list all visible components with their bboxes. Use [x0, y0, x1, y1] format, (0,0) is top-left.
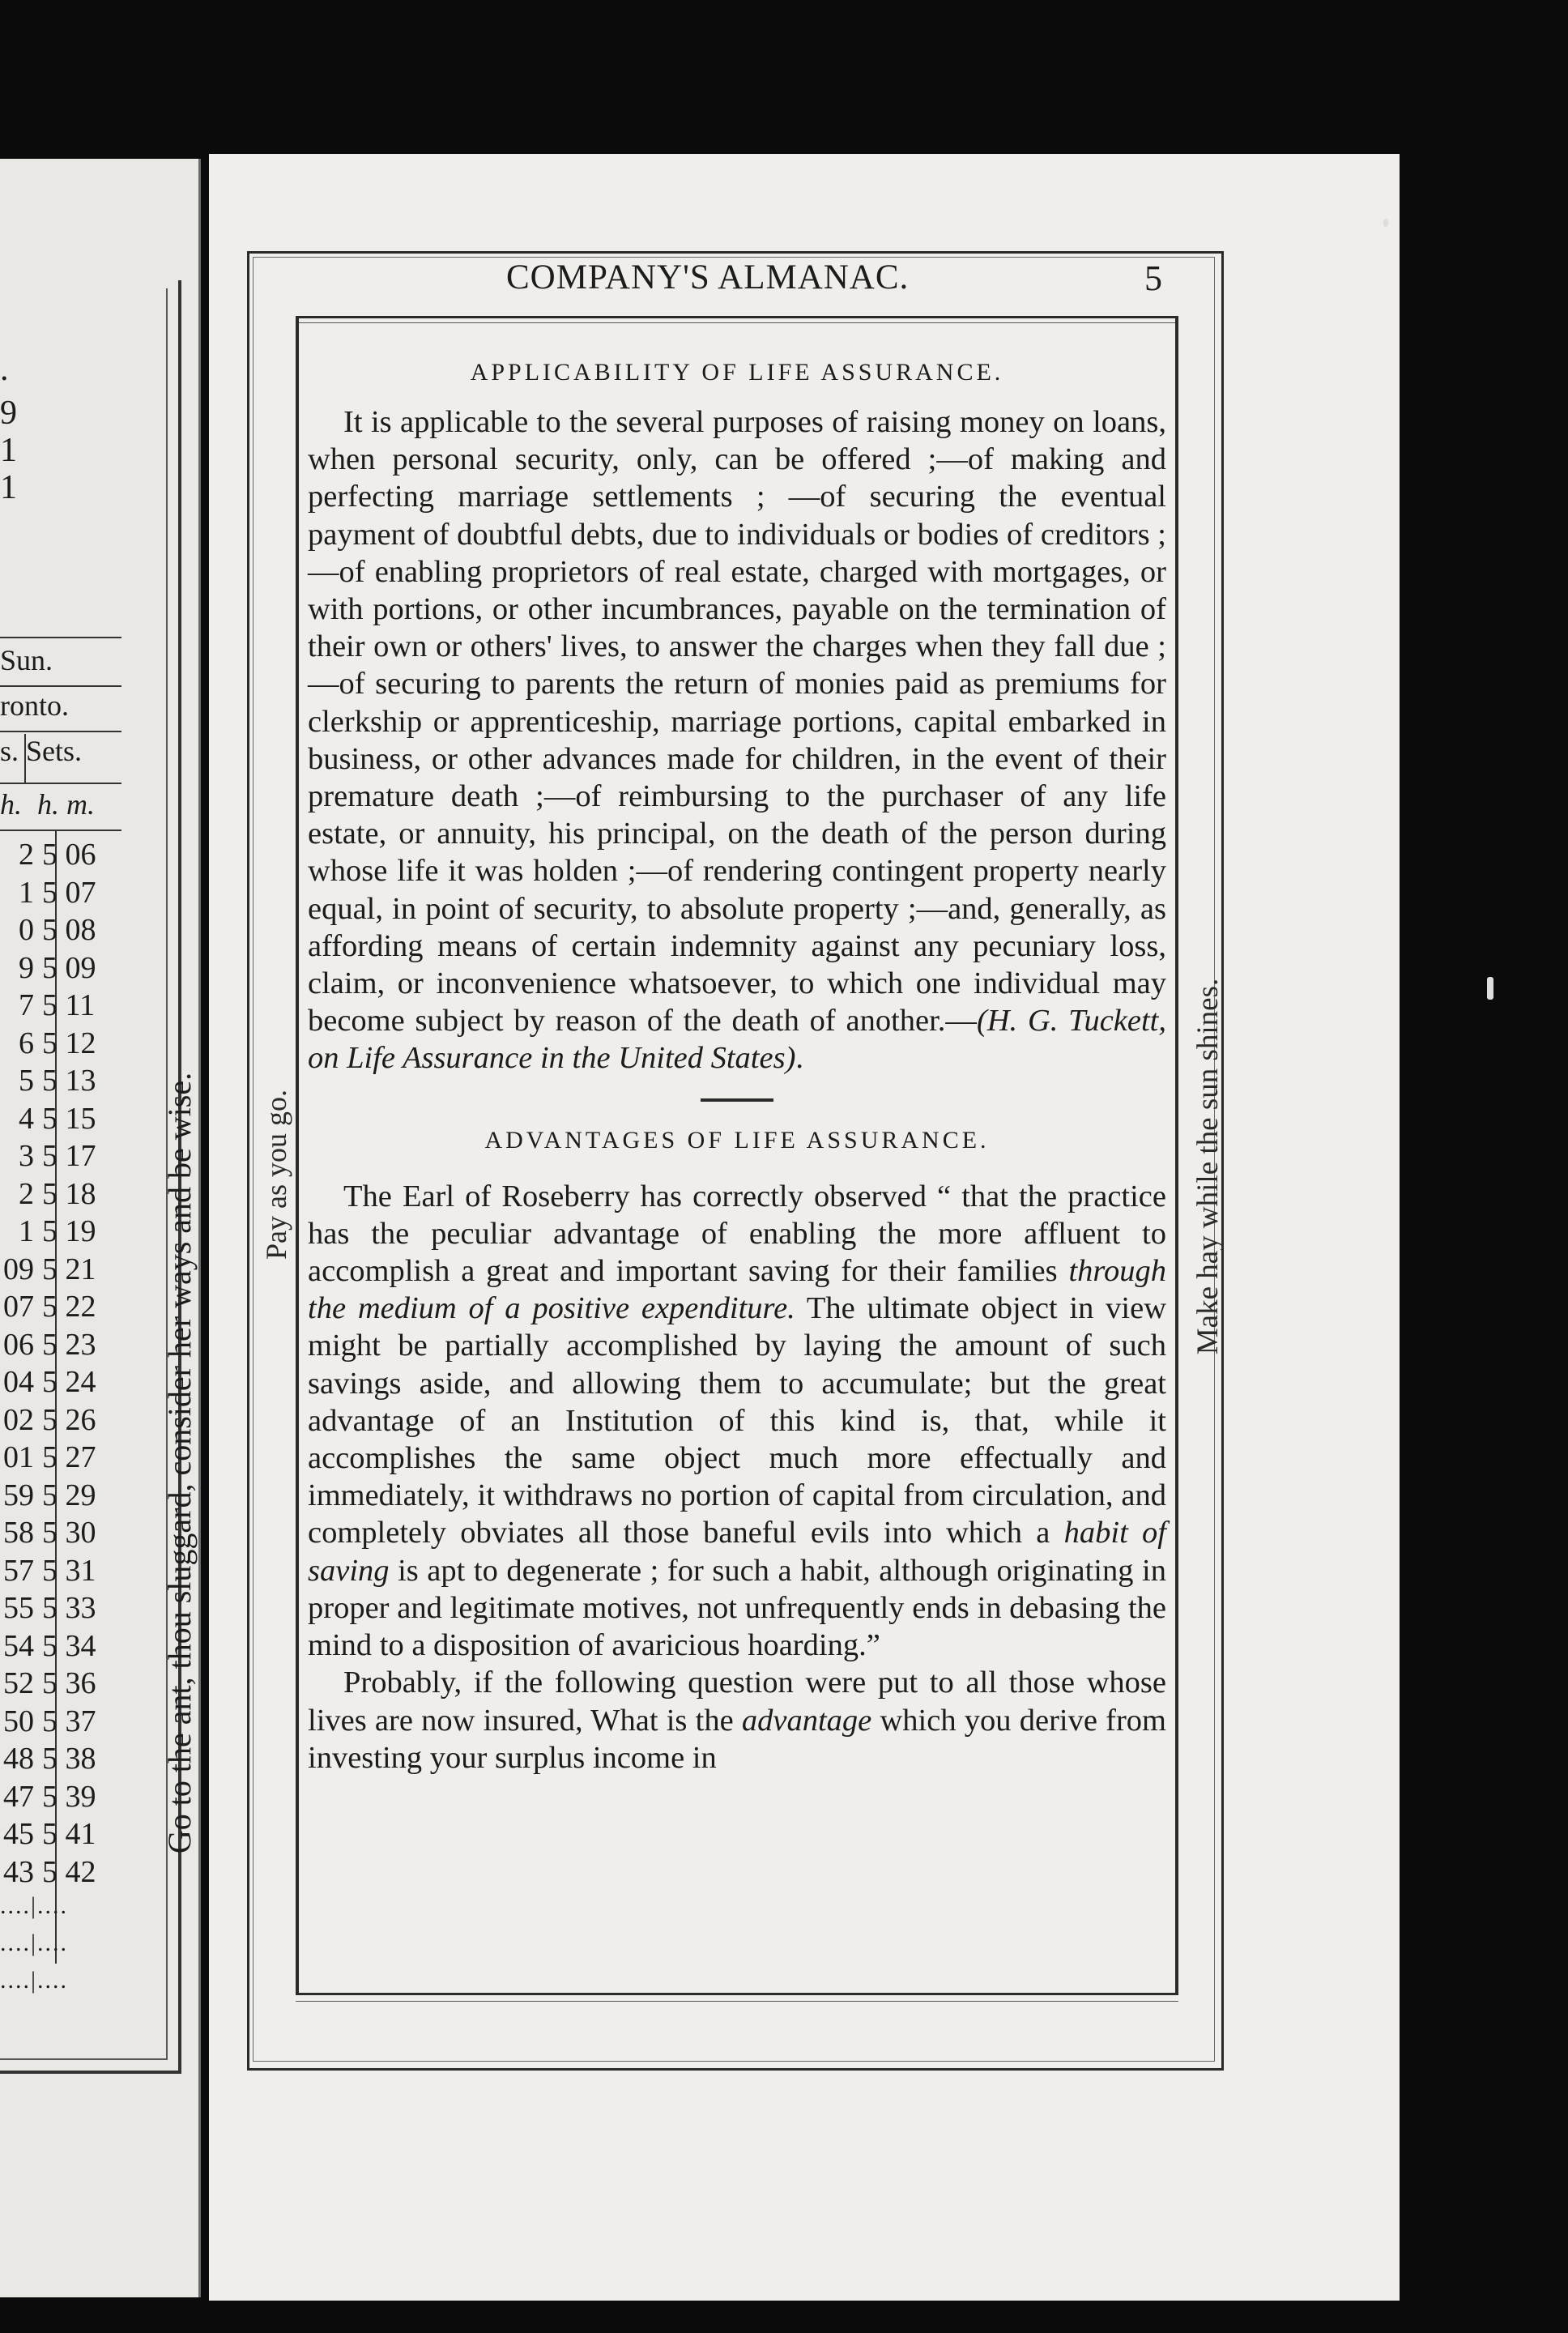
- left-margin-proverb: Go to the ant, thou sluggard, consider her ways and be wise.: [161, 1072, 198, 1854]
- left-table-cell-set: 5 21: [42, 1252, 96, 1286]
- left-table-row: [0, 1363, 121, 1401]
- left-header-sun: Sun.: [0, 644, 53, 676]
- running-header: [247, 258, 1219, 314]
- left-table-cell-rise: 43: [3, 1854, 34, 1889]
- left-table-cell-rise: 47: [3, 1779, 34, 1814]
- dust-speck: [1487, 977, 1493, 1000]
- left-col-heads: [0, 787, 121, 821]
- left-table-cell-set: 5 23: [42, 1327, 96, 1362]
- left-table-row: [0, 1514, 121, 1552]
- left-table-row: [0, 1326, 121, 1364]
- left-table-row: [0, 1552, 121, 1590]
- left-table-row: [0, 1477, 121, 1515]
- left-table-cell-rise: 01: [3, 1440, 34, 1474]
- left-rule: [0, 731, 121, 732]
- applicability-end: .: [795, 1041, 804, 1076]
- applicability-citation: (H. G. Tuckett, on Life Assurance in the United States): [308, 1004, 1166, 1076]
- left-table-cell-rise: 5: [19, 1064, 34, 1098]
- left-margin-motto: Pay as you go.: [260, 1090, 292, 1260]
- applicability-paragraph: [308, 403, 1166, 1077]
- left-table-row: [0, 949, 121, 987]
- left-table-row: [0, 1251, 121, 1289]
- left-table-row: [0, 1137, 121, 1175]
- left-table-cell-set: 5 07: [42, 875, 96, 910]
- left-table-cell-rise: 09: [3, 1252, 34, 1286]
- left-table-cell-set: 5 24: [42, 1365, 96, 1399]
- left-table-row: [0, 1288, 121, 1326]
- dust-speck: [1383, 219, 1388, 227]
- left-table-row: [0, 1740, 121, 1778]
- left-table-cell-rise: 1: [19, 1214, 34, 1248]
- advantages-emphasis-1: through the medium of a positive expenditure.: [308, 1254, 1166, 1326]
- left-table-row: [0, 1778, 121, 1816]
- left-table-cell-rise: 48: [3, 1742, 34, 1776]
- left-table-cell-set: 5 33: [42, 1591, 96, 1625]
- left-top-line: 1: [0, 469, 17, 506]
- advantages-p2-emphasis: advantage: [741, 1703, 872, 1738]
- left-table-cell-rise: 45: [3, 1817, 34, 1851]
- advantages-text-c: is apt to degenerate ; for such a habit, although originating in proper and legitimate motives, not unfrequently ends in debasing the mind to a disposition of avaricious hoarding.”: [308, 1553, 1166, 1663]
- left-header-toronto: ronto.: [0, 689, 69, 722]
- left-table-row: [0, 1401, 121, 1439]
- left-rule: [0, 637, 121, 638]
- left-table-row: [0, 1703, 121, 1741]
- left-table-cell-set: 5 42: [42, 1854, 96, 1889]
- left-table-cell-rise: 07: [3, 1290, 34, 1324]
- left-table-cell-rise: 0: [19, 913, 34, 947]
- advantages-text-b: The ultimate object in view might be partially accomplished by laying the amount of such savings aside, and allowing them to accumulate; but the great advantage of an Institution of this kind is, that, while it accomplishes the same object much more effectually and immediately, it withdraws no portion of capital from circulation, and completely obviates all those baneful evils into which a: [308, 1291, 1166, 1550]
- left-table-cell-rise: 54: [3, 1628, 34, 1663]
- advantages-text-a: The Earl of Roseberry has correctly observed “ that the practice has the peculiar advantage of enabling the more affluent to accomplish a great and important saving for their families: [308, 1179, 1166, 1289]
- left-table-row: [0, 1025, 121, 1063]
- left-table-row: [0, 1627, 121, 1666]
- left-table-cell-rise: 06: [3, 1327, 34, 1362]
- left-table-cell-set: 5 15: [42, 1101, 96, 1136]
- left-table-cell-rise: 1: [19, 875, 34, 910]
- right-margin-motto: Make hay while the sun shines.: [1191, 978, 1225, 1355]
- article-body: [308, 356, 1166, 1776]
- left-table-cell-set: 5 13: [42, 1064, 96, 1098]
- running-header-title: COMPANY'S ALMANAC.: [506, 258, 910, 296]
- left-table-cell-rise: 52: [3, 1666, 34, 1700]
- page-number: 5: [1144, 258, 1162, 298]
- left-table-row: [0, 1589, 121, 1627]
- left-dots-row: ....|....: [0, 1967, 69, 1994]
- left-table-cell-set: 5 36: [42, 1666, 96, 1700]
- left-table-cell-set: 5 12: [42, 1026, 96, 1060]
- left-table-cell-rise: 50: [3, 1704, 34, 1738]
- left-table-row: [0, 1665, 121, 1703]
- left-table-cell-set: 5 31: [42, 1553, 96, 1588]
- left-table-row: [0, 1100, 121, 1138]
- left-col-divider: [24, 734, 26, 783]
- advantages-paragraph-1: [308, 1178, 1166, 1665]
- left-table-cell-set: 5 19: [42, 1214, 96, 1248]
- advantages-p2-text-a: Probably, if the following question were put to all those whose lives are now insured, What is the: [308, 1666, 1166, 1738]
- left-dots-row: ....|....: [0, 1930, 69, 1956]
- section-divider: [701, 1098, 773, 1102]
- left-table-cell-rise: 55: [3, 1591, 34, 1625]
- left-rule: [0, 685, 121, 687]
- advantages-paragraph-2: [308, 1664, 1166, 1776]
- left-table-cell-set: 5 29: [42, 1478, 96, 1512]
- advantages-emphasis-2: habit of saving: [308, 1516, 1167, 1588]
- left-table-cell-rise: 57: [3, 1553, 34, 1588]
- left-table-cell-set: 5 27: [42, 1440, 96, 1474]
- left-top-line: 1: [0, 432, 17, 469]
- left-table-cell-set: 5 38: [42, 1742, 96, 1776]
- left-table-row: [0, 836, 121, 874]
- left-header-sets: s. Sets.: [0, 735, 83, 767]
- left-table-cell-set: 5 08: [42, 913, 96, 947]
- left-top-line: .: [0, 351, 9, 388]
- left-page-fragment: [0, 159, 201, 2297]
- left-table-cell-rise: 2: [19, 1176, 34, 1211]
- left-times-table: [0, 836, 121, 1891]
- left-table-cell-rise: 02: [3, 1402, 34, 1437]
- left-table-cell-rise: 4: [19, 1101, 34, 1136]
- left-table-row: [0, 1062, 121, 1100]
- left-table-row: [0, 987, 121, 1025]
- advantages-p2-text-b: which you derive from investing your surplus income in: [308, 1703, 1166, 1775]
- left-table-cell-set: 5 17: [42, 1139, 96, 1173]
- left-table-cell-set: 5 18: [42, 1176, 96, 1211]
- text-frame-bottom-rule: [296, 2001, 1178, 2002]
- left-table-cell-set: 5 11: [42, 988, 96, 1022]
- section-title-advantages: ADVANTAGES OF LIFE ASSURANCE.: [484, 1126, 990, 1154]
- left-rule: [0, 830, 121, 831]
- left-table-cell-set: 5 41: [42, 1817, 96, 1851]
- left-table-cell-set: 5 37: [42, 1704, 96, 1738]
- left-table-cell-rise: 9: [19, 950, 34, 985]
- left-table-cell-set: 5 34: [42, 1628, 96, 1663]
- left-table-row: [0, 1815, 121, 1853]
- left-dots-row: ....|....: [0, 1892, 69, 1919]
- left-table-row: [0, 1853, 121, 1892]
- left-table-cell-rise: 3: [19, 1139, 34, 1173]
- left-table-cell-set: 5 30: [42, 1516, 96, 1550]
- left-table-cell-rise: 59: [3, 1478, 34, 1512]
- left-table-row: [0, 1175, 121, 1213]
- left-table-cell-rise: 2: [19, 838, 34, 872]
- left-table-row: [0, 911, 121, 949]
- left-table-row: [0, 874, 121, 912]
- left-table-row: [0, 1439, 121, 1477]
- left-table-cell-rise: 7: [19, 988, 34, 1022]
- left-table-cell-rise: 58: [3, 1516, 34, 1550]
- left-col-head-b: h. m.: [37, 788, 95, 821]
- left-top-line: 9: [0, 395, 17, 432]
- left-table-cell-rise: 6: [19, 1026, 34, 1060]
- left-table-cell-set: 5 39: [42, 1779, 96, 1814]
- left-rule: [0, 783, 121, 784]
- left-col-head-a: h.: [0, 788, 22, 821]
- left-table-cell-rise: 04: [3, 1365, 34, 1399]
- left-table-row: [0, 1213, 121, 1251]
- left-table-cell-set: 5 06: [42, 838, 96, 872]
- left-table-cell-set: 5 26: [42, 1402, 96, 1437]
- left-table-cell-set: 5 09: [42, 950, 96, 985]
- left-table-cell-set: 5 22: [42, 1290, 96, 1324]
- applicability-text: It is applicable to the several purposes of raising money on loans, when personal security, only, can be offered ;—of making and perfecting marriage settlements ; —of securing the eventual payment of doubtful debts, due to individuals or bodies of creditors ;—of enabling proprietors of real estate, charged with mortgages, or with portions, or other incumbrances, payable on the termination of their own or others' lives, to answer the charges when they fall due ;—of securing to parents the return of monies paid as premiums for clerkship or apprenticeship, marriage portions, capital embarked in business, or other advances made for children, in the event of their premature death ;—of reimbursing to the purchaser of any life estate, or annuity, his principal, on the death of the person during whose life it was holden ;—of rendering contingent property nearly equal, in point of security, to absolute property ;—and, generally, as affording means of certain indemnity against any pecuniary loss, claim, or inconvenience whatsoever, to which one individual may become subject by reason of the death of another.—: [308, 405, 1166, 1039]
- section-title-applicability: APPLICABILITY OF LIFE ASSURANCE.: [470, 359, 1004, 386]
